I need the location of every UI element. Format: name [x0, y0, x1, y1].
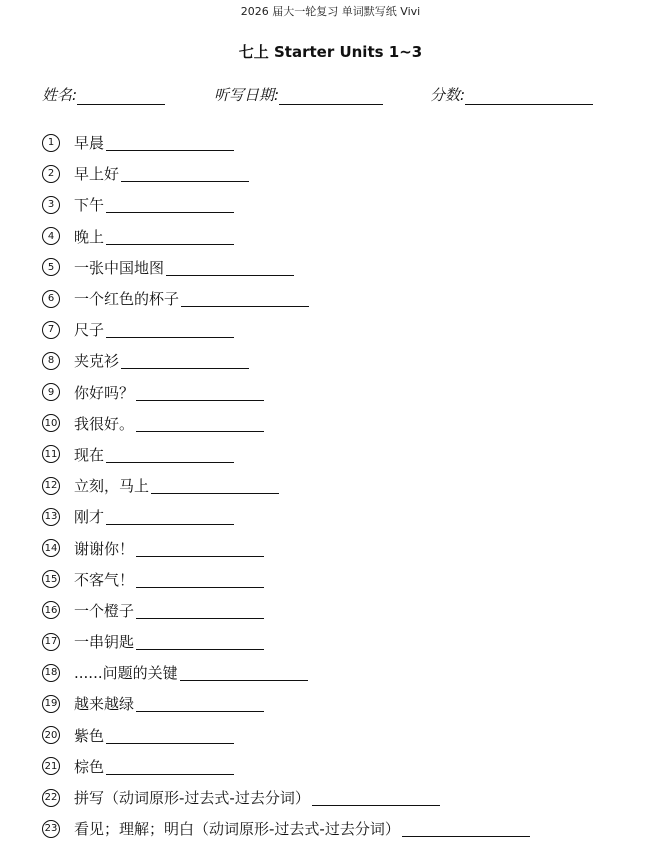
item-prompt: 一张中国地图 — [74, 258, 165, 277]
student-info-row — [42, 84, 622, 108]
answer-blank[interactable] — [136, 695, 264, 712]
list-item — [42, 314, 642, 345]
name-label: 姓名: — [42, 86, 78, 104]
score-field[interactable] — [430, 84, 593, 105]
list-item — [42, 688, 642, 719]
list-item — [42, 345, 642, 376]
item-number: 10 — [42, 414, 60, 432]
answer-blank[interactable] — [136, 540, 264, 557]
item-number: 11 — [42, 445, 60, 463]
item-number: 18 — [42, 664, 60, 682]
list-item — [42, 439, 642, 470]
list-item — [42, 377, 642, 408]
answer-blank[interactable] — [402, 820, 530, 837]
item-number: 19 — [42, 695, 60, 713]
item-prompt: 看见；理解；明白（动词原形-过去式-过去分词） — [74, 820, 400, 839]
answer-blank[interactable] — [121, 165, 249, 182]
list-item — [42, 127, 642, 158]
list-item — [42, 189, 642, 220]
answer-blank[interactable] — [136, 571, 264, 588]
answer-blank[interactable] — [106, 446, 234, 463]
item-prompt: 夹克衫 — [74, 352, 120, 371]
item-prompt: 现在 — [74, 445, 105, 464]
item-prompt: 越来越绿 — [74, 695, 135, 714]
answer-blank[interactable] — [136, 415, 264, 432]
answer-blank[interactable] — [166, 259, 294, 276]
item-number: 9 — [42, 383, 60, 401]
answer-blank[interactable] — [181, 290, 309, 307]
page-title: 七上 Starter Units 1~3 — [238, 43, 423, 61]
item-number: 6 — [42, 290, 60, 308]
item-prompt: 拼写（动词原形-过去式-过去分词） — [74, 789, 310, 808]
item-number: 3 — [42, 196, 60, 214]
answer-blank[interactable] — [151, 477, 279, 494]
item-prompt: 谢谢你！ — [74, 539, 135, 558]
list-item — [42, 657, 642, 688]
item-prompt: 一个红色的杯子 — [74, 290, 180, 309]
list-item — [42, 564, 642, 595]
answer-blank[interactable] — [136, 633, 264, 650]
item-number: 2 — [42, 165, 60, 183]
list-item — [42, 751, 642, 782]
answer-blank[interactable] — [312, 789, 440, 806]
list-item — [42, 252, 642, 283]
answer-blank[interactable] — [106, 321, 234, 338]
list-item — [42, 158, 642, 189]
answer-blank[interactable] — [106, 758, 234, 775]
item-number: 15 — [42, 570, 60, 588]
list-item — [42, 595, 642, 626]
list-item — [42, 813, 642, 844]
answer-blank[interactable] — [106, 508, 234, 525]
item-number: 5 — [42, 258, 60, 276]
score-label: 分数: — [430, 86, 466, 104]
score-blank[interactable] — [465, 88, 593, 105]
item-prompt: 立刻，马上 — [74, 477, 150, 496]
item-number: 22 — [42, 789, 60, 807]
list-item — [42, 720, 642, 751]
item-prompt: 不客气！ — [74, 570, 135, 589]
date-label: 听写日期: — [214, 86, 280, 104]
item-prompt: 你好吗？ — [74, 383, 135, 402]
list-item — [42, 470, 642, 501]
item-number: 13 — [42, 508, 60, 526]
item-prompt: ......问题的关键 — [74, 664, 178, 683]
page-header: 2026 届大一轮复习 单词默写纸 Vivi — [240, 5, 421, 18]
answer-blank[interactable] — [106, 196, 234, 213]
item-prompt: 早晨 — [74, 134, 105, 153]
item-prompt: 棕色 — [74, 757, 105, 776]
date-blank[interactable] — [279, 88, 383, 105]
item-number: 17 — [42, 633, 60, 651]
list-item — [42, 782, 642, 813]
answer-blank[interactable] — [136, 602, 264, 619]
name-field[interactable] — [42, 84, 165, 105]
date-field[interactable] — [214, 84, 383, 105]
item-number: 4 — [42, 227, 60, 245]
list-item — [42, 501, 642, 532]
answer-blank[interactable] — [106, 228, 234, 245]
item-prompt: 早上好 — [74, 165, 120, 184]
answer-blank[interactable] — [106, 134, 234, 151]
item-number: 1 — [42, 134, 60, 152]
dictation-list — [42, 127, 642, 844]
list-item — [42, 626, 642, 657]
item-number: 23 — [42, 820, 60, 838]
item-prompt: 晚上 — [74, 227, 105, 246]
name-blank[interactable] — [77, 88, 165, 105]
item-prompt: 一串钥匙 — [74, 633, 135, 652]
item-number: 20 — [42, 726, 60, 744]
answer-blank[interactable] — [106, 727, 234, 744]
item-number: 16 — [42, 601, 60, 619]
item-prompt: 我很好。 — [74, 414, 135, 433]
answer-blank[interactable] — [121, 352, 249, 369]
item-number: 21 — [42, 757, 60, 775]
item-prompt: 下午 — [74, 196, 105, 215]
item-number: 12 — [42, 477, 60, 495]
item-prompt: 紫色 — [74, 726, 105, 745]
list-item — [42, 532, 642, 563]
item-prompt: 一个橙子 — [74, 601, 135, 620]
list-item — [42, 408, 642, 439]
answer-blank[interactable] — [180, 664, 308, 681]
item-number: 7 — [42, 321, 60, 339]
item-number: 14 — [42, 539, 60, 557]
list-item — [42, 221, 642, 252]
item-number: 8 — [42, 352, 60, 370]
item-prompt: 刚才 — [74, 508, 105, 527]
item-prompt: 尺子 — [74, 321, 105, 340]
answer-blank[interactable] — [136, 384, 264, 401]
list-item — [42, 283, 642, 314]
